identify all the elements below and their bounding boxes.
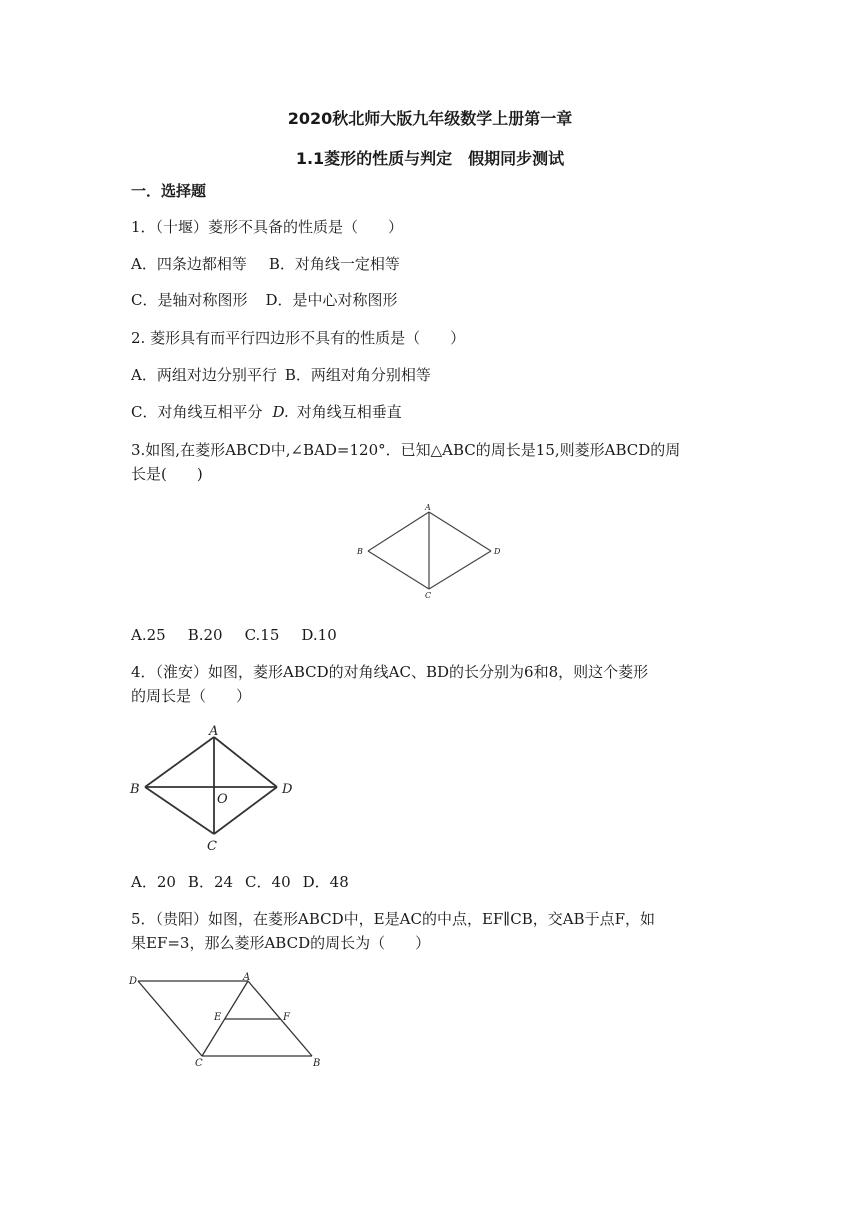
- question-2-option-a: A．两组对边分别平行: [131, 366, 277, 384]
- q3-label-b: B: [357, 547, 363, 556]
- q3-edge-ab: [368, 512, 429, 551]
- q4-label-a: A: [209, 724, 219, 739]
- question-4-option-a: A．20: [131, 873, 176, 891]
- question-3-option-b: B.20: [187, 626, 223, 644]
- question-3-option-c: C.15: [244, 626, 280, 644]
- question-2-option-b: B．两组对角分别相等: [284, 366, 431, 384]
- q5-label-f: F: [283, 1012, 290, 1023]
- question-4-stem-line-2: 的周长是（ ）: [131, 687, 252, 705]
- question-5-stem-line-2: 果EF=3，那么菱形ABCD的周长为（ ）: [131, 934, 431, 952]
- q5-label-d: D: [129, 976, 138, 987]
- q3-label-d: D: [494, 547, 501, 556]
- question-1-option-b: B．对角线一定相等: [268, 255, 400, 273]
- question-3-options: [131, 623, 337, 647]
- q4-label-o: O: [217, 792, 228, 807]
- question-4-stem-line-1: 4．（淮安）如图，菱形ABCD的对角线AC、BD的长分别为6和8，则这个菱形: [131, 663, 649, 681]
- question-1-option-a: A．四条边都相等: [131, 255, 247, 273]
- q3-edge-ad: [429, 512, 491, 551]
- question-4-option-c: C．40: [245, 873, 291, 891]
- q5-label-c: C: [195, 1058, 203, 1069]
- question-3-stem-line-1: 3.如图,在菱形ABCD中,∠BAD=120°．已知△ABC的周长是15,则菱形ABCD的周: [131, 441, 681, 459]
- question-2-options-row-1: [131, 363, 431, 387]
- q4-edge-ad: [214, 737, 277, 787]
- q4-label-d: D: [282, 782, 293, 797]
- q3-edge-bc: [368, 551, 429, 589]
- q5-label-b: B: [313, 1058, 321, 1069]
- question-5-rhombus-figure: [125, 970, 330, 1070]
- question-3-stem-line-2: 长是( ): [131, 465, 203, 483]
- question-2-stem: 2. 菱形具有而平行四边形不具有的性质是（ ）: [131, 329, 466, 347]
- question-4-options: [131, 870, 349, 894]
- question-3-option-d: D.10: [301, 626, 337, 644]
- question-2-options-row-2: [131, 400, 402, 424]
- q5-edge-cd: [138, 981, 202, 1056]
- q3-label-c: C: [425, 591, 432, 600]
- q4-label-c: C: [207, 839, 217, 854]
- q5-label-e: E: [214, 1012, 222, 1023]
- question-5-stem-line-1: 5．（贵阳）如图，在菱形ABCD中，E是AC的中点，EF∥CB，交AB于点F，如: [131, 910, 655, 928]
- q4-edge-bc: [145, 787, 214, 834]
- question-4-option-d: D．48: [302, 873, 349, 891]
- q3-edge-dc: [429, 551, 491, 589]
- question-4-option-b: B．24: [187, 873, 234, 891]
- question-1-options-row-1: [131, 252, 400, 276]
- question-2-option-d-letter: D.: [272, 403, 289, 421]
- question-3-rhombus-figure: [350, 500, 510, 602]
- question-1-option-c: C．是轴对称图形: [131, 291, 248, 309]
- question-1-options-row-2: [131, 288, 398, 312]
- page-title: 2020秋北师大版九年级数学上册第一章: [287, 109, 573, 128]
- question-1-option-d: D．是中心对称图形: [265, 291, 398, 309]
- q5-label-a: A: [243, 972, 251, 983]
- question-1-stem: 1．（十堰）菱形不具备的性质是（ ）: [131, 218, 404, 236]
- page-subtitle: 1.1菱形的性质与判定 假期同步测试: [295, 149, 565, 168]
- question-2-option-c: C．对角线互相平分: [131, 403, 263, 421]
- q3-label-a: A: [425, 503, 431, 512]
- section-heading-choice: 一．选择题: [131, 182, 207, 200]
- question-4-rhombus-figure: [125, 718, 305, 854]
- question-2-option-d-text: 对角线互相垂直: [296, 403, 402, 421]
- q4-label-b: B: [130, 782, 140, 797]
- question-3-option-a: A.25: [131, 626, 166, 644]
- q4-edge-ab: [145, 737, 214, 787]
